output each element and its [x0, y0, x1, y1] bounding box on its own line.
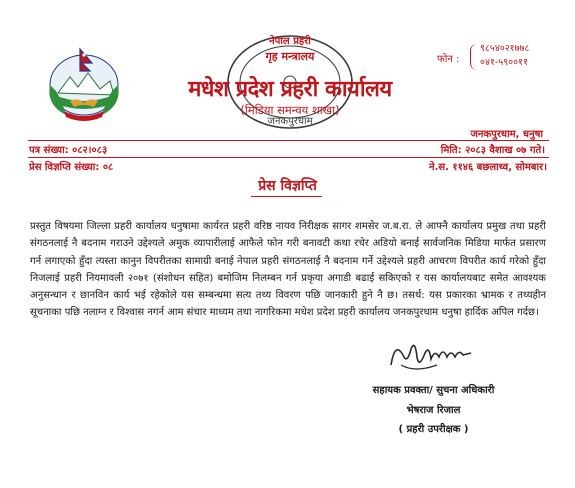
phone-number: ०४१-५९००११ [480, 57, 528, 68]
office-top-line: नेपाल प्रहरी [269, 36, 311, 47]
nepal-emblem-icon [44, 41, 124, 123]
letter-number: पत्र संख्या: ०८२।०८३ [29, 145, 108, 156]
office-name: मधेश प्रदेश प्रहरी कार्यालय [188, 77, 392, 102]
phone-brace [470, 44, 478, 70]
page-title: प्रेस विज्ञप्ति [258, 178, 317, 194]
phone-number: ९८५४०२१७७८ [480, 43, 530, 54]
phone-numbers [480, 42, 529, 70]
signatory-block [356, 382, 511, 442]
office-heading [165, 31, 415, 131]
title-underline [251, 196, 322, 197]
signature [385, 335, 475, 379]
signatory-name: भेषराज रिजाल [406, 405, 461, 416]
signatory-position: सहायक प्रवक्ता/ सुचना अधिकारी [372, 385, 495, 396]
signatory-rank: ( प्रहरी उपरीक्षक ) [398, 424, 469, 435]
body-paragraph: प्रस्तुत विषयमा जिल्ला प्रहरी कार्यालय धनुषामा कार्यरत प्रहरी वरिष्ठ नायव निरीक्षक सागर शमसेर ज.ब.रा. ले आफ्नै कार्यालय प्रमुख तथा प्रहरी संगठनलाई नै बदनाम गराउने उद्देश्यले अमुक व्यापारीलाई आफैले फोन गरी बनावटी कथा रचेर अडियो बनाई सार्वजनिक मिडिया मार्फत प्रसारण गर्न लगाएको हुँदा त्यस्ता कानुन विपरीतका सामाग्री बनाई नेपाल प्रहरी संगठनलाई नै बदनाम गर्ने उद्देश्यले प्रहरी आचरण विपरीत कार्य गरेको हुँदा निजलाई प्रहरी नियमावली २०७१ (संशोधन सहित) बमोजिम निलम्बन गर्न प्रकृया अगाडी बढाई सकिएको र यस कार्यालयबाट समेत आवश्यक अनुसन्धान र छानविन कार्य भई रहेकोले यस सम्बन्धमा सत्य तथ्य विवरण पछि जानकारी हुने नै छ। तसर्थ: यस प्रकारका भ्रामक र तथ्यहीन सूचनाका पछि नलाग्न र विश्वास नगर्न आम संचार माध्यम तथा नागरिकमा मधेश प्रदेश प्रहरी कार्यालय जनकपुरधाम धनुषा हार्दिक अपिल गर्दछ। [30, 221, 546, 319]
nepal-era-date: ने.स. ११४६ बछलाथ्व, सोमबार। [429, 162, 547, 173]
phone-label: फोन : [437, 54, 460, 65]
stamp-text: जनकपुरधाम [267, 116, 313, 127]
address: जनकपुरधाम, धनुषा [470, 129, 543, 140]
office-subtitle: (मिडिया समन्वय शाखा) [240, 103, 340, 117]
date: मिति: २०८३ वैशाख ०७ गते। [440, 145, 545, 156]
divider [28, 157, 549, 158]
release-number: प्रेस विज्ञप्ति संख्या: ०८ [29, 162, 114, 173]
divider [28, 140, 549, 141]
ministry-line: गृह मन्त्रालय [265, 50, 315, 63]
